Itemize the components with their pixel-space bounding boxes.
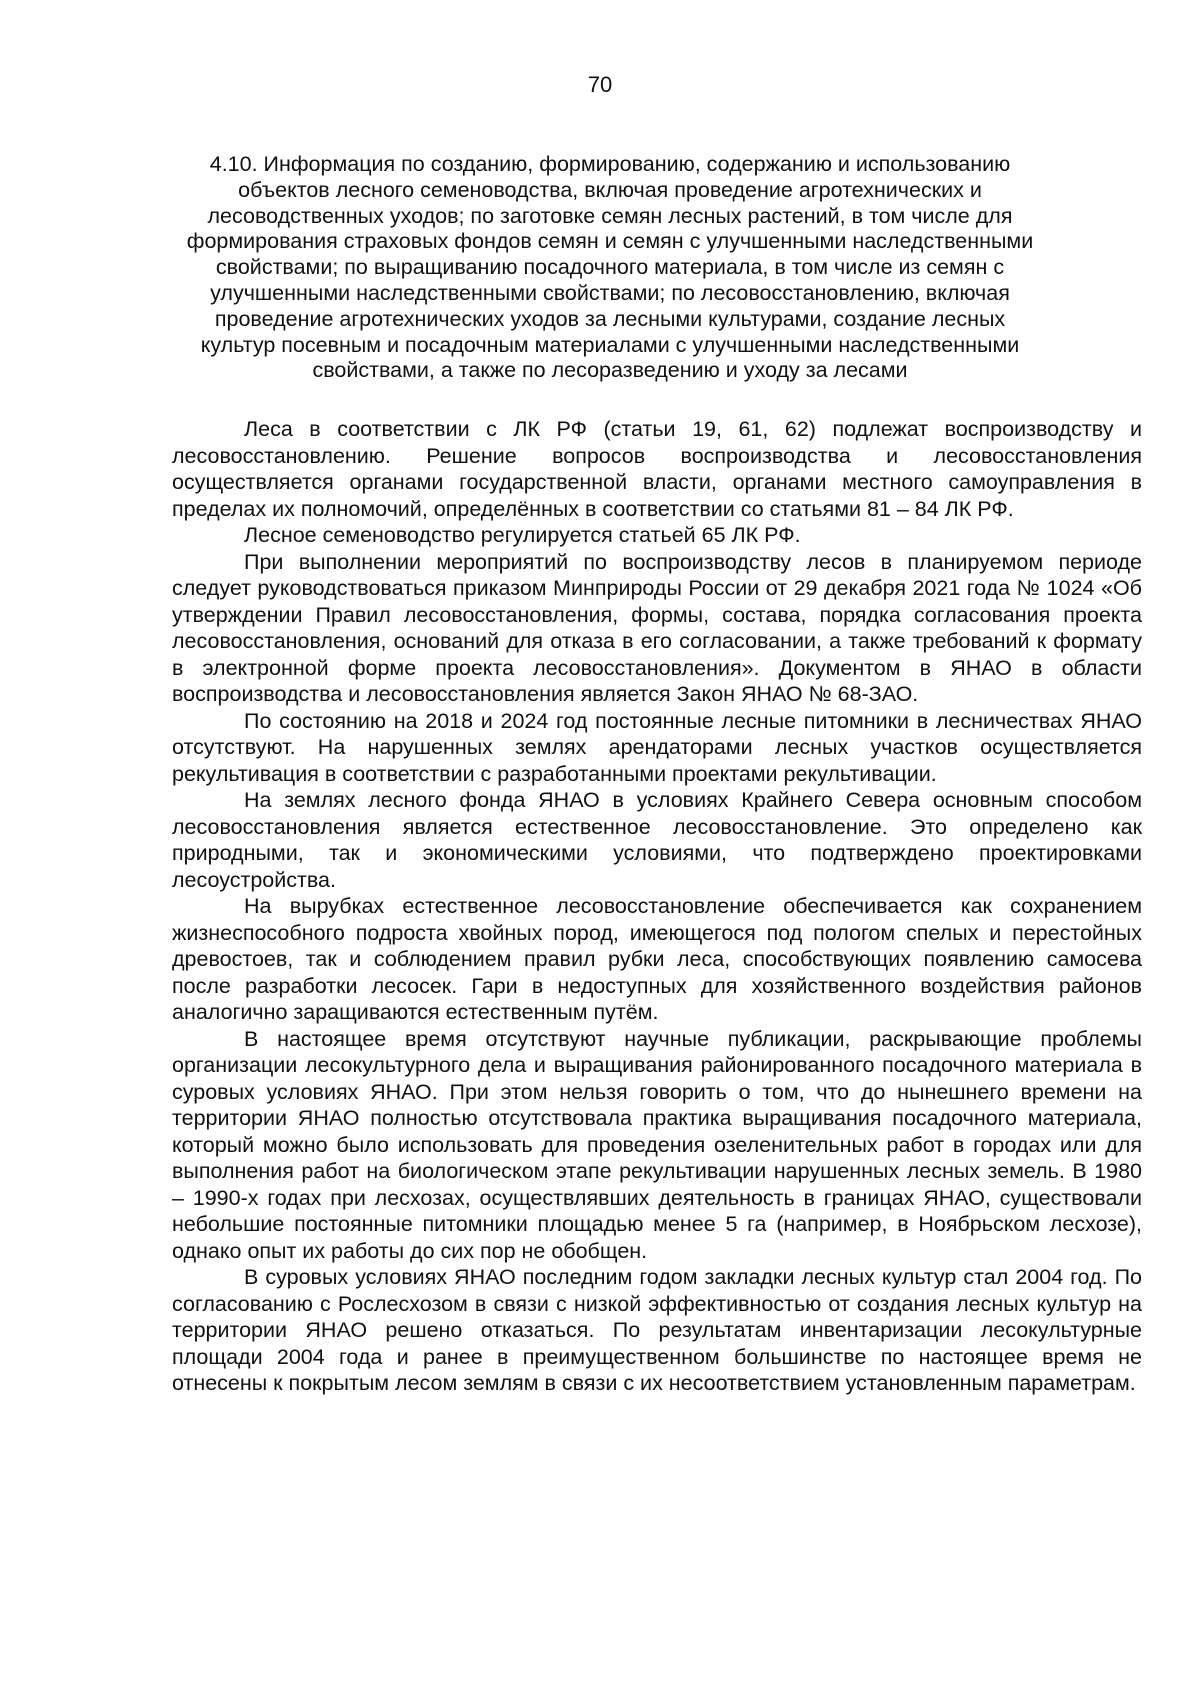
paragraph: Лесное семеноводство регулируется статьей 65 ЛК РФ. <box>244 523 801 547</box>
section-heading: 4.10. Информация по созданию, формированию, содержанию и использованию объектов лесного семеноводства, включая проведение агротехнических и лесоводственных уходов; по заготовке семян лесных растений, в том числе для формирования страховых фондов семян и семян с улучшенными наследственными свойствами; по выращиванию посадочного материала, в том числе из семян с улучшенными наследственными свойствами; по лесовосстановлению, включая проведение агротехнических уходов за лесными культурами, создание лесных культур посевным и посадочным материалами с улучшенными наследственными свойствами, а также по лесоразведению и уходу за лесами <box>186 152 1034 383</box>
body-text <box>172 416 1142 1397</box>
paragraph: При выполнении мероприятий по воспроизводству лесов в планируемом периоде следует руководствоваться приказом Минприроды России от 29 декабря 2021 года № 1024 «Об утверждении Правил лесовосстановления, формы, состава, порядка согласования проекта лесовосстановления, оснований для отказа в его согласовании, а также требований к формату в электронной форме проекта лесовосстановления». Документом в ЯНАО в области воспроизводства и лесовосстановления является Закон ЯНАО № 68-ЗАО. <box>172 549 1142 706</box>
paragraph: По состоянию на 2018 и 2024 год постоянные лесные питомники в лесничествах ЯНАО отсутствуют. На нарушенных землях арендаторами лесных участков осуществляется рекультивация в соответствии с разработанными проектами рекультивации. <box>172 708 1142 786</box>
paragraph: В суровых условиях ЯНАО последним годом закладки лесных культур стал 2004 год. По согласованию с Рослесхозом в связи с низкой эффективностью от создания лесных культур на территории ЯНАО решено отказаться. По результатам инвентаризации лесокультурные площади 2004 года и ранее в преимущественном большинстве по настоящее время не отнесены к покрытым лесом землям в связи с их несоответствием установленным параметрам. <box>172 1265 1142 1395</box>
paragraph: В настоящее время отсутствуют научные публикации, раскрывающие проблемы организации лесокультурного дела и выращивания районированного посадочного материала в суровых условиях ЯНАО. При этом нельзя говорить о том, что до нынешнего времени на территории ЯНАО полностью отсутствовала практика выращивания посадочного материала, который можно было использовать для проведения озеленительных работ в городах или для выполнения работ на биологическом этапе рекультивации нарушенных лесных земель. В 1980 – 1990-х годах при лесхозах, осуществлявших деятельность в границах ЯНАО, существовали небольшие постоянные питомники площадью менее 5 га (например, в Ноябрьском лесхозе), однако опыт их работы до сих пор не обобщен. <box>172 1026 1142 1263</box>
paragraph: На землях лесного фонда ЯНАО в условиях Крайнего Севера основным способом лесовосстановления является естественное лесовосстановление. Это определено как природными, так и экономическими условиями, что подтверждено проектировками лесоустройства. <box>172 788 1142 892</box>
paragraph: На вырубках естественное лесовосстановление обеспечивается как сохранением жизнеспособного подроста хвойных пород, имеющегося под пологом спелых и перестойных древостоев, так и соблюдением правил рубки леса, способствующих появлению самосева после разработки лесосек. Гари в недоступных для хозяйственного воздействия районов аналогично заращиваются естественным путём. <box>172 894 1142 1024</box>
paragraph: Леса в соответствии с ЛК РФ (статьи 19, 61, 62) подлежат воспроизводству и лесовосстановлению. Решение вопросов воспроизводства и лесовосстановления осуществляется органами государственной власти, органами местного самоуправления в пределах их полномочий, определённых в соответствии со статьями 81 – 84 ЛК РФ. <box>172 417 1142 521</box>
page-number: 70 <box>587 72 613 97</box>
